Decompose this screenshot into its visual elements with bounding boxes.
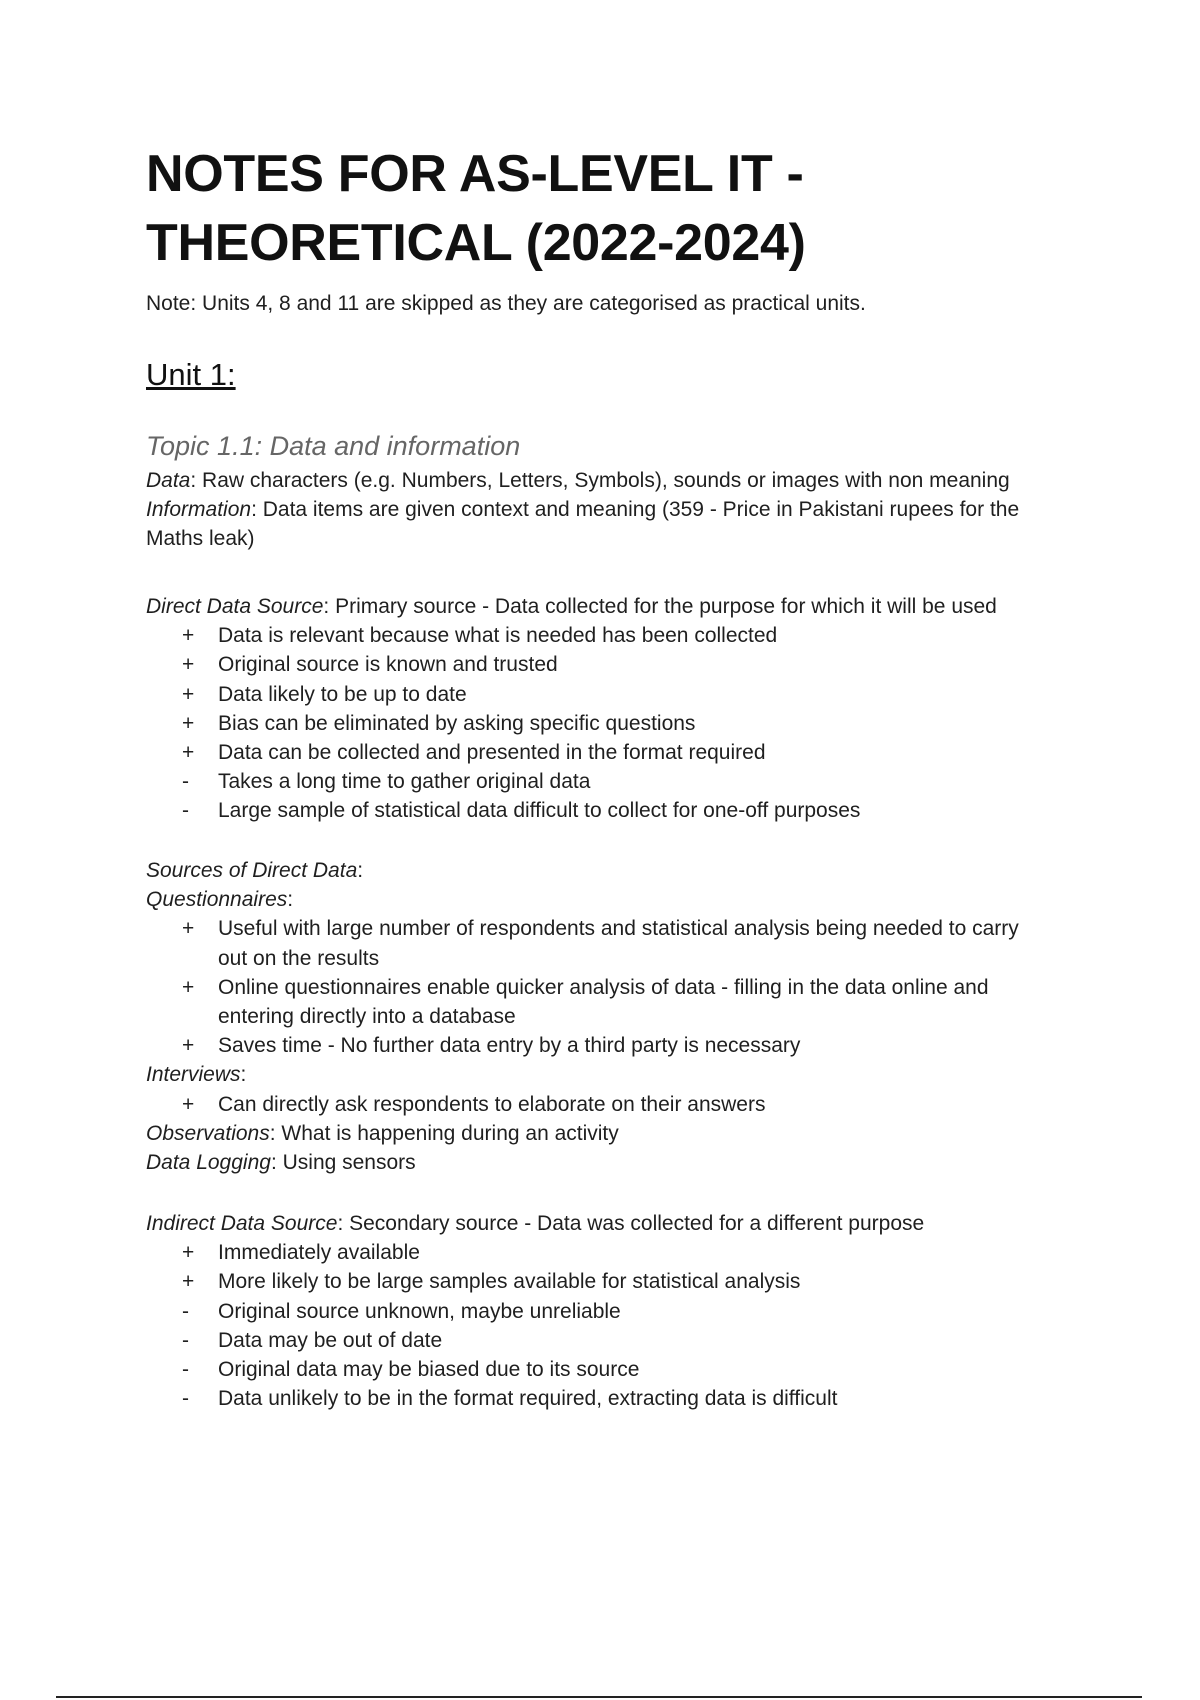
list-item: + Useful with large number of respondents and statistical analysis being needed to carry out on the results <box>146 914 1086 972</box>
topic-heading: Topic 1.1: Data and information <box>146 431 521 461</box>
list-item: + Bias can be eliminated by asking specific questions <box>146 709 1086 738</box>
document-title-line-2: THEORETICAL (2022-2024) <box>146 214 806 272</box>
bullet-symbol: - <box>182 1328 189 1352</box>
questionnaires-label: Questionnaires: <box>146 888 294 912</box>
bullet-symbol: + <box>182 711 195 735</box>
list-item: - Takes a long time to gather original data <box>146 767 1086 796</box>
indirect-source-list <box>146 1238 1086 1413</box>
list-item: - Original data may be biased due to its source <box>146 1355 1086 1384</box>
list-item: + Can directly ask respondents to elaborate on their answers <box>146 1090 1086 1119</box>
list-item: + Data can be collected and presented in the format required <box>146 738 1086 767</box>
sources-block <box>146 856 1086 1177</box>
list-item: + Original source is known and trusted <box>146 650 1086 679</box>
data-definition: Data: Raw characters (e.g. Numbers, Letters, Symbols), sounds or images with non meaning <box>146 469 1010 492</box>
bullet-symbol: - <box>182 770 189 794</box>
bullet-symbol: + <box>182 624 195 648</box>
bullet-symbol: - <box>182 1358 189 1382</box>
interviews-list <box>146 1090 1086 1119</box>
bullet-symbol: + <box>182 975 195 999</box>
indirect-source-block <box>146 1209 1086 1413</box>
document-title-line-1: NOTES FOR AS-LEVEL IT - <box>146 145 804 203</box>
list-item: - Large sample of statistical data difficult to collect for one-off purposes <box>146 796 1086 825</box>
list-item: + Data likely to be up to date <box>146 680 1086 709</box>
bullet-symbol: + <box>182 1092 195 1116</box>
bullet-symbol: - <box>182 1387 189 1411</box>
list-item: + More likely to be large samples available for statistical analysis <box>146 1267 1086 1296</box>
bullet-symbol: + <box>182 741 195 765</box>
bullet-symbol: + <box>182 1034 195 1058</box>
list-item: - Data unlikely to be in the format required, extracting data is difficult <box>146 1384 1086 1413</box>
list-item: + Saves time - No further data entry by a third party is necessary <box>146 1031 1086 1060</box>
list-item: - Data may be out of date <box>146 1326 1086 1355</box>
list-item: + Data is relevant because what is needed has been collected <box>146 621 1086 650</box>
sources-heading: Sources of Direct Data: <box>146 859 364 882</box>
bullet-symbol: + <box>182 653 195 677</box>
direct-source-block <box>146 592 1086 826</box>
bullet-symbol: - <box>182 799 189 823</box>
bullet-symbol: + <box>182 1270 195 1294</box>
bullet-symbol: + <box>182 1241 195 1265</box>
information-definition: Information: Data items are given context and meaning (359 - Price in Pakistani rupees for the <box>146 498 1020 522</box>
information-definition-continued: Maths leak) <box>146 527 255 551</box>
document-title <box>146 140 1086 278</box>
bullet-symbol: + <box>182 917 195 941</box>
units-note: Note: Units 4, 8 and 11 are skipped as they are categorised as practical units. <box>146 292 866 315</box>
bullet-symbol: - <box>182 1299 189 1323</box>
footer-rule <box>56 1696 1142 1698</box>
direct-source-definition: Direct Data Source: Primary source - Data collected for the purpose for which it will be used <box>146 595 997 618</box>
list-item: + Online questionnaires enable quicker analysis of data - filling in the data online and entering directly into a database <box>146 973 1086 1031</box>
list-item: + Immediately available <box>146 1238 1086 1267</box>
interviews-label: Interviews: <box>146 1063 247 1087</box>
observations-definition: Observations: What is happening during an activity <box>146 1121 619 1145</box>
bullet-symbol: + <box>182 682 195 706</box>
unit-heading: Unit 1: <box>146 357 236 392</box>
questionnaires-list <box>146 914 1086 1060</box>
definitions-block <box>146 466 1086 554</box>
data-logging-definition: Data Logging: Using sensors <box>146 1151 416 1175</box>
list-item: - Original source unknown, maybe unreliable <box>146 1297 1086 1326</box>
indirect-source-definition: Indirect Data Source: Secondary source - Data was collected for a different purpose <box>146 1212 925 1235</box>
direct-source-list <box>146 621 1086 825</box>
